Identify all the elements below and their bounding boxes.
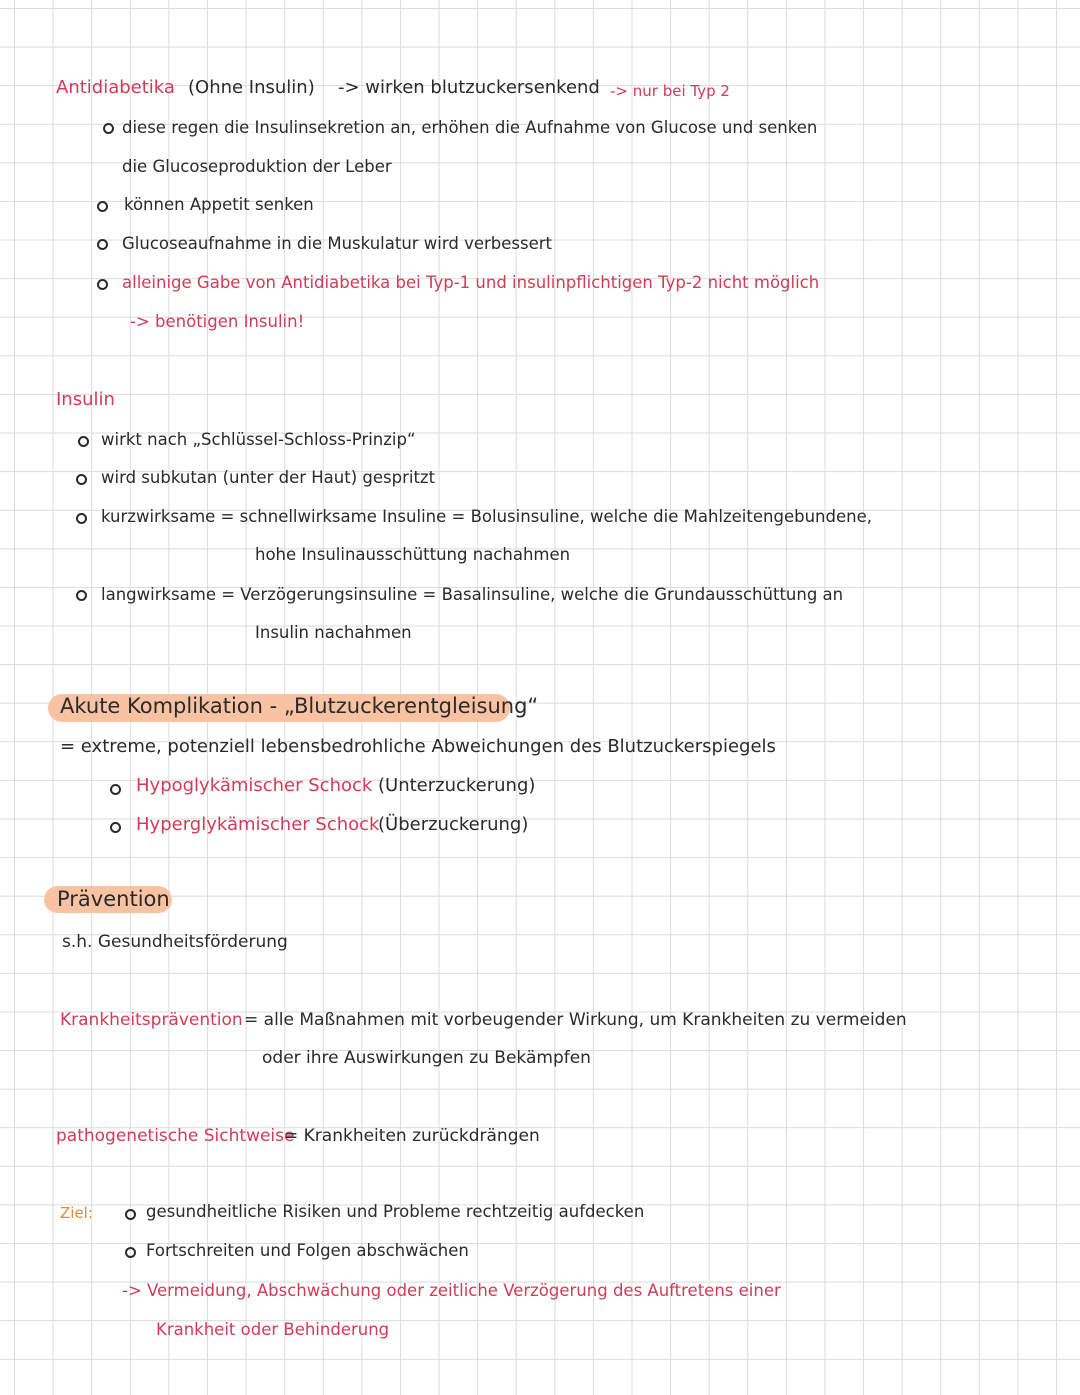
- akute-item-2-term: Hyperglykämischer Schock: [136, 814, 380, 835]
- antidiabetika-bullet-1: diese regen die Insulinsekretion an, erhöhen die Aufnahme von Glucose und senken: [122, 118, 818, 137]
- akute-item-1-term: Hypoglykämischer Schock: [136, 775, 373, 796]
- ziel-result-2: Krankheit oder Behinderung: [156, 1320, 390, 1339]
- bullet-icon: [125, 1247, 136, 1258]
- pathogenetisch-term: pathogenetische Sichtweise: [56, 1126, 295, 1146]
- bullet-icon: [110, 822, 121, 833]
- bullet-icon: [97, 201, 108, 212]
- krankheitspraevention-term: Krankheitsprävention: [60, 1010, 243, 1030]
- akute-definition: = extreme, potenziell lebensbedrohliche Abweichungen des Blutzuckerspiegels: [60, 736, 776, 757]
- ziel-result-1: -> Vermeidung, Abschwächung oder zeitliche Verzögerung des Auftretens einer: [122, 1281, 781, 1300]
- insulin-title: Insulin: [56, 389, 115, 410]
- bullet-icon: [76, 513, 87, 524]
- bullet-icon: [76, 474, 87, 485]
- praevention-ref: s.h. Gesundheitsförderung: [62, 932, 288, 952]
- insulin-bullet-3: kurzwirksame = schnellwirksame Insuline = Bolusinsuline, welche die Mahlzeitengebundene,: [101, 507, 872, 526]
- antidiabetika-bullet-3: Glucoseaufnahme in die Muskulatur wird verbessert: [122, 234, 553, 253]
- antidiabetika-bullet-2: können Appetit senken: [124, 195, 314, 214]
- bullet-icon: [103, 123, 114, 134]
- akute-title: Akute Komplikation - „Blutzuckerentgleisung“: [60, 694, 539, 718]
- akute-item-1-desc: (Unterzuckerung): [378, 775, 536, 796]
- insulin-bullet-2: wird subkutan (unter der Haut) gespritzt: [101, 468, 436, 487]
- ziel-bullet-2: Fortschreiten und Folgen abschwächen: [146, 1241, 469, 1260]
- praevention-title: Prävention: [57, 887, 170, 911]
- ziel-label: Ziel:: [60, 1204, 93, 1222]
- insulin-bullet-1: wirkt nach „Schlüssel-Schloss-Prinzip“: [101, 430, 416, 449]
- pathogenetisch-def: = Krankheiten zurückdrängen: [284, 1126, 540, 1146]
- krankheitspraevention-def-2: oder ihre Auswirkungen zu Bekämpfen: [262, 1048, 591, 1068]
- antidiabetika-title: Antidiabetika: [56, 77, 175, 98]
- bullet-icon: [125, 1209, 136, 1220]
- antidiabetika-bullet-4-cont: -> benötigen Insulin!: [130, 312, 305, 331]
- bullet-icon: [76, 590, 87, 601]
- krankheitspraevention-def-1: = alle Maßnahmen mit vorbeugender Wirkung, um Krankheiten zu vermeiden: [244, 1010, 907, 1030]
- antidiabetika-bullet-1-cont: die Glucoseproduktion der Leber: [122, 157, 392, 176]
- insulin-bullet-3-cont: hohe Insulinausschüttung nachahmen: [255, 545, 571, 564]
- bullet-icon: [97, 279, 108, 290]
- bullet-icon: [110, 784, 121, 795]
- antidiabetika-title-paren: (Ohne Insulin): [188, 77, 315, 98]
- insulin-bullet-4: langwirksame = Verzögerungsinsuline = Basalinsuline, welche die Grundausschüttung an: [101, 585, 844, 604]
- bullet-icon: [97, 239, 108, 250]
- antidiabetika-note: -> nur bei Typ 2: [610, 82, 730, 100]
- antidiabetika-bullet-4: alleinige Gabe von Antidiabetika bei Typ-1 und insulinpflichtigen Typ-2 nicht möglich: [122, 273, 820, 292]
- bullet-icon: [78, 436, 89, 447]
- antidiabetika-effect: -> wirken blutzuckersenkend: [338, 77, 600, 98]
- insulin-bullet-4-cont: Insulin nachahmen: [255, 623, 412, 642]
- akute-item-2-desc: (Überzuckerung): [378, 814, 529, 835]
- ziel-bullet-1: gesundheitliche Risiken und Probleme rechtzeitig aufdecken: [146, 1202, 645, 1221]
